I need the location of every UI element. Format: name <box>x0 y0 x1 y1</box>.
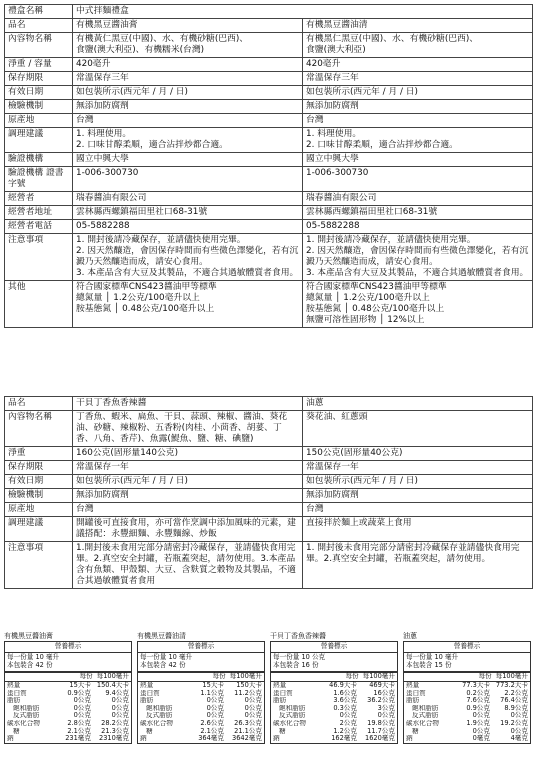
spec-value <box>303 475 533 489</box>
spec-label: 調理建議 <box>5 128 73 153</box>
nutrient-per-serving: 0公克 <box>73 703 91 712</box>
spec-value <box>73 167 303 192</box>
spec-line: 如包裝所示(西元年 / 月 / 日) <box>76 87 188 97</box>
spec-label: 淨重 <box>5 447 73 461</box>
nutrient-per-100: 150.4大卡 <box>96 681 129 689</box>
nutrient-per-serving: 364毫克 <box>198 734 224 743</box>
spec-line: 台灣 <box>306 504 324 514</box>
nutrient-per-100: 0公克 <box>244 696 262 705</box>
spec-line: 無添加防腐劑 <box>76 490 129 500</box>
spec-label: 經營者電話 <box>5 220 73 234</box>
nutrient-per-serving: 46.9大卡 <box>329 681 357 689</box>
spec-line: 有機黃仁黑豆(中國)、水、有機砂糖(巴西)、 <box>76 34 249 44</box>
nutrient-name: 糖 <box>146 727 153 735</box>
nutrient-per-serving: 0公克 <box>206 696 224 705</box>
nutrition-row <box>271 735 397 743</box>
spec-line: 無添加防腐劑 <box>306 101 359 111</box>
servings-per-pack: 本包裝含 42 份 <box>140 660 186 669</box>
nutrient-per-serving: 1.9公克 <box>466 718 490 727</box>
spec-value <box>303 128 533 153</box>
spec-line: 總氮量 │ 1.2公克/100毫升以上 <box>306 293 430 303</box>
nutrient-per-serving: 15大卡 <box>202 681 224 689</box>
spec-value <box>303 503 533 517</box>
nutrition-box <box>403 641 531 744</box>
nutrient-per-100: 0公克 <box>510 726 528 735</box>
nutrient-per-100: 36.2公克 <box>367 696 395 705</box>
gift-box-row <box>5 5 533 19</box>
spec-line: 如包裝所示(西元年 / 月 / 日) <box>306 87 418 97</box>
spec-line: 420毫升 <box>76 59 111 69</box>
spec-line: 150公克(固形量40公克) <box>306 448 403 458</box>
spec-line: 無鹽可溶性固形物 │ 12%以上 <box>306 315 425 325</box>
serving-size: 每一份量 10 毫升 <box>7 653 60 661</box>
nutrition-label <box>403 632 531 744</box>
spec-line: 食鹽(澳大利亞) <box>306 45 366 55</box>
spec-line: 1-006-300730 <box>76 168 139 178</box>
spec-value <box>303 167 533 192</box>
spec-label: 品名 <box>5 397 73 411</box>
spec-row-expiry <box>5 475 533 489</box>
nutrient-per-100: 9.4公克 <box>105 688 129 697</box>
nutrition-box <box>4 641 132 744</box>
spec-value <box>303 542 533 589</box>
spec-value <box>303 33 533 58</box>
nutrient-per-100: 0公克 <box>111 703 129 712</box>
nutrition-row <box>404 735 530 743</box>
nutrient-per-100: 3公克 <box>377 703 395 712</box>
spec-line: 瑞春醬油有限公司 <box>76 193 147 203</box>
spec-value <box>73 86 303 100</box>
nutrient-name: 飽和脂肪 <box>279 704 306 712</box>
spec-value <box>73 72 303 86</box>
sauce-spec-table <box>4 396 533 589</box>
spec-value <box>73 397 303 411</box>
spec-row-verify <box>5 489 533 503</box>
nutrition-row <box>5 735 131 743</box>
nutrient-name: 飽和脂肪 <box>146 704 173 712</box>
nutrient-name: 脂肪 <box>7 697 21 705</box>
nutrient-per-serving: 0.9公克 <box>67 688 91 697</box>
spec-value <box>303 86 533 100</box>
spec-line: 無添加防腐劑 <box>306 490 359 500</box>
nutrient-per-serving: 231毫克 <box>65 734 91 743</box>
nutrient-per-100: 19.8公克 <box>367 718 395 727</box>
spec-line: 3. 本產品含有大豆及其製品，不適合其過敏體質者食用。 <box>76 268 299 278</box>
spec-label: 有效日期 <box>5 86 73 100</box>
per-serving-header: 每份 <box>345 672 359 680</box>
nutrient-name: 飽和脂肪 <box>412 704 439 712</box>
spec-value <box>73 411 303 447</box>
nutrient-name: 反式脂肪 <box>412 712 439 720</box>
nutrition-product-name: 干貝丁香魚香辣醬 <box>270 632 326 640</box>
nutrition-box <box>137 641 265 744</box>
spec-line: 常溫保存三年 <box>306 73 359 83</box>
per-serving-header: 每份 <box>79 672 93 680</box>
spec-line: 台灣 <box>306 115 324 125</box>
nutrient-per-100: 8.9公克 <box>504 703 528 712</box>
spec-line: 雲林縣西螺鎮福田里社口68-31號 <box>306 207 438 217</box>
spec-value <box>303 281 533 328</box>
nutrient-name: 脂肪 <box>406 697 420 705</box>
nutrition-row <box>138 735 264 743</box>
spec-line: 油蔥 <box>306 398 324 408</box>
spec-line: 無添加防腐劑 <box>76 101 129 111</box>
nutrient-per-100: 0公克 <box>111 696 129 705</box>
nutrient-per-100: 2.2公克 <box>504 688 528 697</box>
nutrient-per-serving: 2.1公克 <box>67 726 91 735</box>
spec-line: 丁香魚、蝦米、扁魚、干貝、蒜頭、辣椒、醬油、葵花油、砂糖、辣椒粉、五香粉(肉桂、小茴香、胡荽、丁香、八角、香芹)、魚露(鯷魚、鹽、糖、碘鹽) <box>76 412 288 444</box>
nutrient-name: 糖 <box>412 727 419 735</box>
spec-line: 國立中興大學 <box>76 154 129 164</box>
spec-label: 注意事項 <box>5 234 73 281</box>
nutrient-name: 熱量 <box>7 682 21 689</box>
spec-label: 品名 <box>5 19 73 33</box>
nutrient-name: 反式脂肪 <box>279 712 306 720</box>
spec-label: 內容物名稱 <box>5 411 73 447</box>
nutrient-per-100: 21.1公克 <box>234 726 262 735</box>
spec-row-net <box>5 447 533 461</box>
nutrient-name: 熱量 <box>406 682 420 689</box>
spec-line: 2. 口味甘醇柔順，適合沾拌炒都合適。 <box>76 140 228 150</box>
spec-value <box>73 475 303 489</box>
nutrition-serving <box>271 653 397 673</box>
serving-size: 每一份量 10 毫升 <box>406 653 459 661</box>
nutrition-serving <box>138 653 264 673</box>
nutrient-per-100: 21.3公克 <box>101 726 129 735</box>
spec-line: 2. 口味甘醇柔順，適合沾拌炒都合適。 <box>306 140 458 150</box>
spec-row-notes <box>5 234 533 281</box>
nutrition-serving <box>5 653 131 673</box>
spec-row-shelf <box>5 72 533 86</box>
spec-row-operator <box>5 192 533 206</box>
spec-line: 1. 開封後請冷藏保存，並請儘快使用完畢。 <box>76 235 246 245</box>
nutrient-per-100: 26.3公克 <box>234 718 262 727</box>
nutrient-name: 鈉 <box>7 735 14 743</box>
spec-row-phone <box>5 220 533 234</box>
nutrient-name: 熱量 <box>140 682 154 689</box>
nutrient-name: 蛋白質 <box>140 689 160 697</box>
spec-label: 保存期限 <box>5 461 73 475</box>
spec-line: 雲林縣西螺鎮福田里社口68-31號 <box>76 207 208 217</box>
spec-value <box>303 517 533 542</box>
spec-label: 經營者 <box>5 192 73 206</box>
spec-line: 1. 料理使用。 <box>76 129 132 139</box>
spec-value <box>73 489 303 503</box>
spec-value <box>303 220 533 234</box>
nutrient-per-100: 0公克 <box>111 711 129 720</box>
spec-value <box>73 114 303 128</box>
per-serving-header: 每份 <box>212 672 226 680</box>
nutrient-per-serving: 1.1公克 <box>200 688 224 697</box>
spec-line: 05-5882288 <box>76 221 130 231</box>
spec-row-ingredients <box>5 411 533 447</box>
spec-line: 160公克(固形量140公克) <box>76 448 179 458</box>
nutrient-per-serving: 0.3公克 <box>333 703 357 712</box>
nutrient-per-100: 16公克 <box>373 688 395 697</box>
nutrient-per-serving: 2.1公克 <box>200 726 224 735</box>
spec-line: 420毫升 <box>306 59 341 69</box>
spec-line: 常溫保存一年 <box>306 462 359 472</box>
nutrient-per-serving: 2.6公克 <box>200 718 224 727</box>
spec-row-shelf <box>5 461 533 475</box>
nutrient-name: 糖 <box>279 727 286 735</box>
spec-label: 內容物名稱 <box>5 33 73 58</box>
nutrient-name: 碳水化合物 <box>140 719 173 727</box>
spec-line: 05-5882288 <box>306 221 360 231</box>
spec-value <box>303 114 533 128</box>
nutrient-name: 碳水化合物 <box>406 719 439 727</box>
spec-label: 驗證機構 <box>5 153 73 167</box>
spec-value <box>303 397 533 411</box>
nutrient-name: 蛋白質 <box>406 689 426 697</box>
spec-value <box>73 58 303 72</box>
spec-value <box>73 192 303 206</box>
spec-value <box>303 58 533 72</box>
nutrient-name: 蛋白質 <box>273 689 293 697</box>
nutrient-per-100: 1620毫克 <box>365 734 395 743</box>
nutrient-per-serving: 1.2公克 <box>333 726 357 735</box>
nutrient-per-serving: 2公克 <box>339 718 357 727</box>
nutrient-per-100: 76.4公克 <box>500 696 528 705</box>
nutrition-title: 營養標示 <box>271 642 397 653</box>
spec-row-other <box>5 281 533 328</box>
spec-label: 經營者地址 <box>5 206 73 220</box>
spec-line: 總氮量 │ 1.2公克/100毫升以上 <box>76 293 200 303</box>
spec-line: 符合國家標準CNS423醬油甲等標準 <box>306 282 447 292</box>
per-100-header: 每100毫升 <box>362 672 395 680</box>
spec-label: 保存期限 <box>5 72 73 86</box>
spec-line: 常溫保存三年 <box>76 73 129 83</box>
nutrition-title: 營養標示 <box>404 642 530 653</box>
gift-box-name: 中式拌麵禮盒 <box>73 5 533 19</box>
per-100-header: 每100毫升 <box>96 672 129 680</box>
spec-line: 符合國家標準CNS423醬油甲等標準 <box>76 282 217 292</box>
spec-line: 胺基態氮 │ 0.48公克/100毫升以上 <box>306 304 445 314</box>
nutrient-name: 反式脂肪 <box>146 712 173 720</box>
serving-size: 每一份量 10 公克 <box>273 653 326 661</box>
nutrient-per-100: 773.2大卡 <box>495 681 528 689</box>
serving-size: 每一份量 10 毫升 <box>140 653 193 661</box>
spec-row-suggest <box>5 128 533 153</box>
per-100-header: 每100毫升 <box>229 672 262 680</box>
nutrient-per-serving: 0公克 <box>73 696 91 705</box>
spec-line: 2. 因天然釀造，會因保存時間而有些微色澤變化，若有沉澱乃天然釀造而成，請安心食用。 <box>306 246 529 267</box>
nutrition-product-name: 油蔥 <box>403 632 417 640</box>
nutrient-name: 脂肪 <box>273 697 287 705</box>
nutrient-per-100: 0公克 <box>510 711 528 720</box>
spec-line: 有機黑仁黑豆(中國)、水、有機砂糖(巴西)、 <box>306 34 479 44</box>
spec-line: 直接拌於麵上或蔬菜上食用 <box>306 518 412 528</box>
spec-line: 食鹽(澳大利亞)、有機糯米(台灣) <box>76 45 205 55</box>
spec-row-origin <box>5 503 533 517</box>
spec-line: 2. 因天然釀造，會因保存時間而有些微色澤變化，若有沉澱乃天然釀造而成，請安心食用。 <box>76 246 299 267</box>
nutrient-per-serving: 0.2公克 <box>466 688 490 697</box>
spec-line: 1. 開封後請冷藏保存，並請儘快使用完畢。 <box>306 235 476 245</box>
nutrient-per-100: 3642毫克 <box>232 734 262 743</box>
spec-value <box>73 100 303 114</box>
nutrient-per-serving: 7.6公克 <box>466 696 490 705</box>
spec-value <box>303 19 533 33</box>
spec-line: 1. 開封後未食用完部分請密封冷藏保存並請儘快食用完畢。2.真空安全封罐，若瓶蓋突起，請勿使用。 <box>306 543 520 564</box>
spec-line: 1. 料理使用。 <box>306 129 362 139</box>
nutrient-per-100: 0公克 <box>244 711 262 720</box>
spec-row-cert_no <box>5 167 533 192</box>
per-100-header: 每100毫升 <box>495 672 528 680</box>
spec-label: 原產地 <box>5 503 73 517</box>
nutrition-title: 營養標示 <box>138 642 264 653</box>
nutrient-per-serving: 0公克 <box>73 711 91 720</box>
nutrient-name: 糖 <box>13 727 20 735</box>
spec-line: 台灣 <box>76 504 94 514</box>
nutrient-name: 鈉 <box>140 735 147 743</box>
spec-label: 檢驗機制 <box>5 489 73 503</box>
spec-label: 有效日期 <box>5 475 73 489</box>
spec-value <box>73 447 303 461</box>
spec-row-expiry <box>5 86 533 100</box>
spec-value <box>303 234 533 281</box>
spec-value <box>73 542 303 589</box>
spec-line: 葵花油、紅蔥頭 <box>306 412 368 422</box>
nutrition-title: 營養標示 <box>5 642 131 653</box>
nutrient-per-100: 2310毫克 <box>99 734 129 743</box>
nutrition-label <box>270 632 398 744</box>
spec-row-product_name <box>5 397 533 411</box>
servings-per-pack: 本包裝含 42 份 <box>7 660 53 669</box>
nutrient-name: 熱量 <box>273 682 287 689</box>
nutrient-name: 飽和脂肪 <box>13 704 40 712</box>
gift-box-label: 禮盒名稱 <box>5 5 73 19</box>
spec-line: 有機黑豆醬油膏 <box>76 20 138 30</box>
spec-value <box>303 447 533 461</box>
spec-label: 調理建議 <box>5 517 73 542</box>
spec-label: 原產地 <box>5 114 73 128</box>
nutrient-per-100: 11.7公克 <box>367 726 395 735</box>
spec-line: 干貝丁香魚香辣醬 <box>76 398 147 408</box>
spec-line: 如包裝所示(西元年 / 月 / 日) <box>306 476 418 486</box>
nutrient-per-serving: 0公克 <box>339 711 357 720</box>
servings-per-pack: 本包裝含 16 份 <box>273 660 319 669</box>
nutrient-per-100: 11.2公克 <box>234 688 262 697</box>
nutrient-per-100: 469大卡 <box>369 681 395 689</box>
nutrient-per-serving: 0毫克 <box>472 734 490 743</box>
spec-line: 胺基態氮 │ 0.48公克/100毫升以上 <box>76 304 215 314</box>
spec-value <box>303 153 533 167</box>
spec-label: 其他 <box>5 281 73 328</box>
nutrient-per-serving: 162毫克 <box>331 734 357 743</box>
spec-line: 有機黑豆醬油清 <box>306 20 368 30</box>
spec-value <box>303 461 533 475</box>
nutrient-per-100: 150大卡 <box>236 681 262 689</box>
nutrient-per-100: 0公克 <box>377 711 395 720</box>
spec-line: 國立中興大學 <box>306 154 359 164</box>
nutrient-name: 反式脂肪 <box>13 712 40 720</box>
spec-value <box>303 206 533 220</box>
spec-value <box>73 19 303 33</box>
spec-value <box>73 153 303 167</box>
per-serving-header: 每份 <box>478 672 492 680</box>
nutrient-name: 碳水化合物 <box>7 719 40 727</box>
nutrient-per-serving: 1.6公克 <box>333 688 357 697</box>
nutrient-per-serving: 2.8公克 <box>67 718 91 727</box>
spec-value <box>73 234 303 281</box>
nutrient-name: 鈉 <box>406 735 413 743</box>
spec-value <box>303 192 533 206</box>
nutrition-labels <box>4 632 532 768</box>
spec-value <box>73 281 303 328</box>
spec-row-notes <box>5 542 533 589</box>
nutrient-per-serving: 77.3大卡 <box>462 681 490 689</box>
nutrient-name: 蛋白質 <box>7 689 27 697</box>
nutrient-per-serving: 0公克 <box>472 726 490 735</box>
nutrient-per-100: 4毫克 <box>510 734 528 743</box>
spec-value <box>73 128 303 153</box>
spec-label: 注意事項 <box>5 542 73 589</box>
nutrient-name: 脂肪 <box>140 697 154 705</box>
spec-row-suggest <box>5 517 533 542</box>
spec-line: 如包裝所示(西元年 / 月 / 日) <box>76 476 188 486</box>
spec-row-verify <box>5 100 533 114</box>
spec-value <box>73 206 303 220</box>
gift-box-spec-table <box>4 4 533 328</box>
spec-line: 開罐後可直接食用，亦可當作烹調中添加風味的元素，建議搭配：永豐細麵、永豐麵線、炒飯 <box>76 518 296 539</box>
nutrient-per-100: 0公克 <box>244 703 262 712</box>
nutrition-label <box>137 632 265 744</box>
spec-line: 台灣 <box>76 115 94 125</box>
spec-value <box>73 220 303 234</box>
spec-value <box>303 100 533 114</box>
spec-label: 驗證機構 證書字號 <box>5 167 73 192</box>
nutrient-name: 碳水化合物 <box>273 719 306 727</box>
spec-value <box>73 461 303 475</box>
nutrition-product-name: 有機黑豆醬油清 <box>137 632 186 640</box>
spec-row-origin <box>5 114 533 128</box>
nutrient-name: 鈉 <box>273 735 280 743</box>
nutrition-product-name: 有機黑豆醬油膏 <box>4 632 53 640</box>
spec-row-net <box>5 58 533 72</box>
spec-label: 檢驗機制 <box>5 100 73 114</box>
nutrient-per-serving: 0公克 <box>472 711 490 720</box>
nutrition-label <box>4 632 132 744</box>
nutrition-box <box>270 641 398 744</box>
nutrient-per-serving: 0公克 <box>206 711 224 720</box>
spec-label: 淨重 / 容量 <box>5 58 73 72</box>
spec-value <box>303 72 533 86</box>
nutrient-per-serving: 0.9公克 <box>466 703 490 712</box>
spec-row-ingredients <box>5 33 533 58</box>
nutrition-serving <box>404 653 530 673</box>
spec-line: 3. 本產品含有大豆及其製品，不適合其過敏體質者食用。 <box>306 268 529 278</box>
spec-row-product_name <box>5 19 533 33</box>
spec-line: 1-006-300730 <box>306 168 369 178</box>
spec-line: 瑞春醬油有限公司 <box>306 193 377 203</box>
spec-row-address <box>5 206 533 220</box>
spec-line: 1.開封後未食用完部分請密封冷藏保存，並請儘快食用完畢。2.真空安全封罐，若瓶蓋突起，請勿使用。3.本產品含有魚類、甲殼類、大豆、含麩質之穀物及其製品，不適合其過敏體質者食用 <box>76 543 296 586</box>
spec-value <box>73 33 303 58</box>
nutrient-per-100: 19.2公克 <box>500 718 528 727</box>
servings-per-pack: 本包裝含 15 份 <box>406 660 452 669</box>
spec-value <box>303 489 533 503</box>
nutrient-per-serving: 0公克 <box>206 703 224 712</box>
spec-value <box>73 503 303 517</box>
nutrient-per-serving: 3.6公克 <box>333 696 357 705</box>
spec-value <box>303 411 533 447</box>
spec-row-cert_org <box>5 153 533 167</box>
nutrient-per-100: 28.2公克 <box>101 718 129 727</box>
spec-line: 常溫保存一年 <box>76 462 129 472</box>
nutrient-per-serving: 15大卡 <box>69 681 91 689</box>
spec-value <box>73 517 303 542</box>
